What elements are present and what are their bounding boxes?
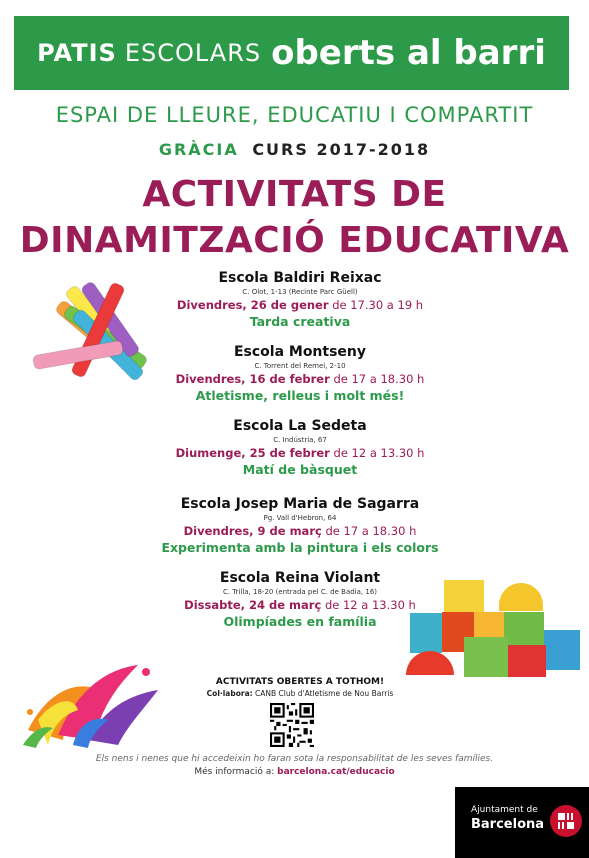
toy-blocks-image (404, 575, 584, 685)
more-info-link[interactable]: barcelona.cat/educacio (277, 767, 395, 777)
school-activity: Experimenta amb la pintura i els colors (161, 540, 439, 555)
collab-label: Col·labora: (206, 689, 253, 698)
footer-info (160, 677, 440, 698)
school-name: Escola Montseny (233, 344, 367, 360)
school-address: C. Indústria, 67 (273, 436, 327, 444)
school-activity: Olimpíades en família (223, 614, 377, 629)
school-entry (130, 270, 470, 330)
school-entry (130, 496, 470, 556)
course-label: CURS 2017-2018 (252, 140, 431, 159)
school-date: Divendres, 26 de gener (176, 298, 329, 312)
school-schedule (130, 445, 470, 461)
school-schedule (130, 523, 470, 539)
school-schedule (130, 297, 470, 313)
logo-line2: Barcelona (471, 817, 545, 832)
header-word-oberts: oberts al barri (271, 33, 546, 73)
school-address: C. Torrent del Remei, 2-10 (254, 362, 346, 370)
school-time: de 17 a 18.30 h (333, 372, 425, 386)
school-activity: Atletisme, relleus i molt més! (195, 388, 405, 403)
district-line (0, 140, 589, 159)
school-entry (130, 418, 470, 478)
open-to-all-label: ACTIVITATS OBERTES A TOTHOM! (215, 677, 385, 687)
school-address: Pg. Vall d'Hebron, 64 (263, 514, 337, 522)
school-name: Escola Reina Violant (219, 570, 381, 586)
header-banner (14, 16, 569, 90)
collab-text: CANB Club d'Atletisme de Nou Barris (255, 689, 394, 698)
paint-splash-image (18, 650, 168, 750)
school-time: de 12 a 13.30 h (324, 598, 416, 612)
main-title-line1: ACTIVITATS DE (142, 174, 447, 215)
school-time: de 17.30 a 19 h (332, 298, 424, 312)
school-date: Divendres, 9 de març (183, 524, 322, 538)
school-address: C. Trilla, 18-20 (entrada pel C. de Badia, 16) (222, 588, 378, 596)
school-date: Diumenge, 25 de febrer (175, 446, 330, 460)
school-date: Divendres, 16 de febrer (175, 372, 330, 386)
barcelona-seal-icon (549, 801, 583, 841)
qr-code[interactable] (270, 703, 314, 747)
school-entry (130, 344, 470, 404)
more-info-label: Més informació a: (194, 767, 275, 777)
more-info-line (0, 767, 589, 777)
school-name: Escola La Sedeta (233, 418, 367, 434)
school-time: de 17 a 18.30 h (325, 524, 417, 538)
school-activity: Matí de bàsquet (242, 462, 358, 477)
header-word-escolars: ESCOLARS (124, 39, 262, 67)
logo-line1: Ajuntament de (471, 805, 538, 815)
ajuntament-logo (455, 787, 589, 858)
header-word-patis: PATIS (37, 39, 117, 67)
collaborator-line (160, 689, 440, 698)
main-title (0, 172, 589, 264)
responsibility-note: Els nens i nenes que hi accedeixin ho faran sota la responsabilitat de les seves famílies. (95, 754, 494, 764)
school-schedule (130, 371, 470, 387)
school-date: Dissabte, 24 de març (184, 598, 322, 612)
school-address: C. Olot, 1-13 (Recinte Parc Güell) (242, 288, 358, 296)
main-title-line2: DINAMITZACIÓ EDUCATIVA (19, 220, 570, 261)
school-name: Escola Baldiri Reixac (218, 270, 382, 286)
school-time: de 12 a 13.30 h (333, 446, 425, 460)
subtitle: ESPAI DE LLEURE, EDUCATIU I COMPARTIT (55, 103, 534, 127)
school-name: Escola Josep Maria de Sagarra (180, 496, 420, 512)
school-activity: Tarda creativa (249, 314, 351, 329)
district-name: GRÀCIA (158, 140, 239, 159)
